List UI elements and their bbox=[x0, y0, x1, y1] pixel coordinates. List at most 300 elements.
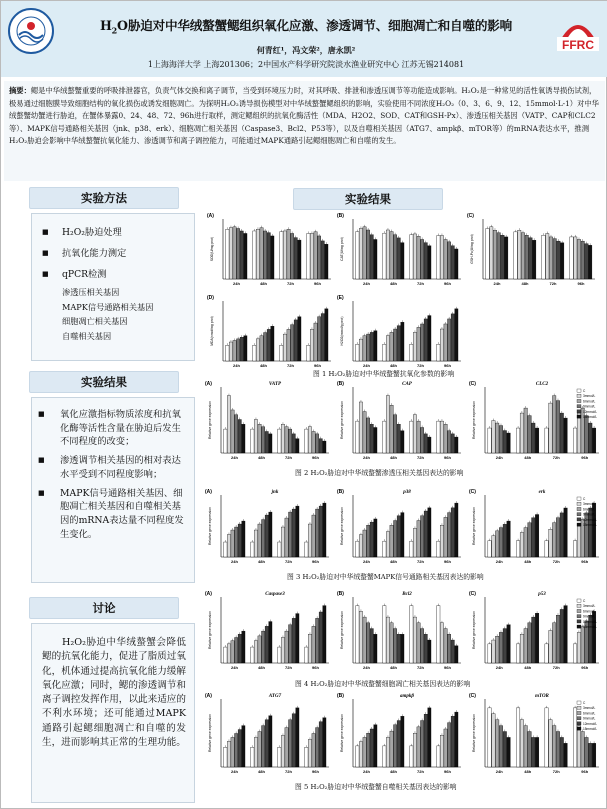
bar bbox=[312, 515, 315, 557]
bar bbox=[532, 423, 535, 453]
bar bbox=[448, 634, 451, 663]
results-item: ■ MAPK信号通路相关基因、细胞凋亡相关基因和自噬相关基因的mRNA表达量不同程度发生变化。 bbox=[38, 487, 188, 542]
panel-label: (D) bbox=[207, 295, 214, 301]
bar bbox=[374, 634, 377, 663]
bar bbox=[428, 640, 431, 663]
bar bbox=[289, 512, 292, 557]
chart-panel bbox=[207, 295, 331, 368]
tick-label: 24h bbox=[231, 559, 238, 564]
legend-entry: 15mmol/L bbox=[583, 415, 597, 419]
bar bbox=[573, 541, 576, 557]
tick-label: 72h bbox=[287, 363, 294, 368]
bar bbox=[278, 747, 281, 767]
bar bbox=[589, 743, 592, 767]
tick-label: 24h bbox=[231, 455, 238, 460]
methods-subitem: 渗透压相关基因 bbox=[62, 287, 120, 297]
tick-label: 96h bbox=[312, 559, 319, 564]
bar bbox=[451, 314, 454, 361]
bar bbox=[492, 640, 495, 663]
panel-label: (A) bbox=[205, 489, 212, 495]
bar bbox=[231, 641, 234, 663]
bar bbox=[258, 424, 261, 453]
panel-label: (A) bbox=[207, 213, 214, 219]
discussion-text: H₂O₂胁迫中华绒螯蟹会降低鳃的抗氧化能力，促进了脂质过氧化，机体通过提高抗氧化能力缓解氧化应激；同时，鳃的渗透调节和离子调控发挥作用，以此来适应的不利水环境；还可能通过MAPK通路引起鳃细胞凋亡和自噬的发生，进而影响其正常的生理功能。 bbox=[42, 637, 186, 749]
bar bbox=[254, 737, 257, 767]
tick-label: 96h bbox=[444, 559, 451, 564]
figure-2-charts bbox=[201, 379, 605, 465]
methods-subitem: MAPK信号通路相关基因 bbox=[62, 301, 154, 312]
bar bbox=[278, 429, 281, 453]
bar bbox=[492, 421, 495, 453]
tick-label: 72h bbox=[552, 559, 560, 564]
bar bbox=[363, 530, 366, 557]
tick-label: 96h bbox=[444, 665, 451, 670]
bar bbox=[413, 733, 416, 767]
bar bbox=[367, 623, 370, 663]
chart-title: ampkβ bbox=[400, 694, 414, 699]
bar bbox=[235, 733, 238, 767]
bar bbox=[370, 424, 373, 453]
bar bbox=[292, 714, 295, 767]
bar bbox=[532, 240, 535, 279]
legend-entry: 9mmol/L bbox=[583, 404, 596, 409]
bar bbox=[363, 412, 366, 453]
chart-panel bbox=[469, 693, 599, 774]
bar bbox=[262, 726, 265, 767]
methods-subitem: 自噬相关基因 bbox=[62, 330, 112, 341]
bar bbox=[560, 609, 563, 663]
bar bbox=[325, 244, 328, 279]
tick-label: 72h bbox=[285, 665, 292, 670]
bar bbox=[574, 237, 577, 279]
figure-3-charts bbox=[201, 487, 605, 569]
figure-4 bbox=[201, 589, 605, 675]
bar bbox=[363, 737, 366, 767]
bar bbox=[495, 636, 498, 663]
results-panel bbox=[31, 397, 195, 583]
bar bbox=[451, 716, 454, 767]
legend-swatch bbox=[577, 389, 581, 392]
bar bbox=[262, 520, 265, 557]
legend-swatch bbox=[577, 625, 581, 628]
bar bbox=[490, 227, 493, 279]
legend-swatch bbox=[577, 722, 581, 725]
bar bbox=[307, 345, 310, 361]
tick-label: 24h bbox=[363, 455, 370, 460]
legend-entry: 15mmol/L bbox=[583, 727, 597, 731]
chart-title: p53 bbox=[538, 592, 546, 597]
bar bbox=[316, 728, 319, 767]
bar bbox=[289, 625, 292, 663]
bar bbox=[307, 233, 310, 279]
bar bbox=[553, 239, 556, 279]
bar bbox=[238, 730, 241, 767]
bar bbox=[417, 421, 420, 453]
tick-label: 48h bbox=[521, 281, 529, 286]
legend-entry: 3mmol/L bbox=[583, 502, 596, 507]
bar bbox=[451, 246, 454, 279]
bar bbox=[386, 532, 389, 557]
bar bbox=[455, 309, 458, 361]
bar bbox=[386, 396, 389, 453]
legend-entry: 12mmol/L bbox=[583, 721, 597, 726]
bar bbox=[417, 327, 420, 361]
bar bbox=[359, 535, 362, 557]
tick-label: 96h bbox=[581, 559, 589, 564]
bar bbox=[521, 233, 524, 279]
bar bbox=[428, 246, 431, 279]
bar bbox=[224, 542, 227, 557]
bar bbox=[589, 423, 592, 453]
tick-label: 72h bbox=[417, 363, 424, 368]
legend-swatch bbox=[577, 415, 581, 418]
bar bbox=[319, 612, 322, 663]
bar bbox=[291, 233, 294, 279]
svg-text:FFRC: FFRC bbox=[562, 38, 594, 52]
tick-label: 24h bbox=[363, 281, 370, 286]
bar bbox=[294, 238, 297, 279]
tick-label: 48h bbox=[524, 455, 532, 460]
bar bbox=[492, 536, 495, 557]
bar bbox=[367, 733, 370, 767]
figure-1-caption: 图 1 H₂O₂胁迫对中华绒螯蟹抗氧化参数的影响 bbox=[313, 370, 455, 378]
bar bbox=[269, 622, 272, 663]
bar bbox=[383, 606, 386, 663]
bar bbox=[390, 623, 393, 663]
bar bbox=[356, 541, 359, 557]
panel-label: (B) bbox=[337, 693, 344, 699]
bar bbox=[233, 227, 236, 279]
tick-label: 96h bbox=[581, 665, 589, 670]
bar bbox=[285, 631, 288, 663]
tick-label: 24h bbox=[363, 769, 370, 774]
bar bbox=[287, 229, 290, 279]
figure-3 bbox=[201, 487, 605, 569]
bar bbox=[251, 747, 254, 767]
bar bbox=[264, 231, 267, 279]
legend-swatch bbox=[577, 410, 581, 413]
chart-panel bbox=[205, 381, 329, 460]
bar bbox=[397, 424, 400, 453]
bar bbox=[260, 228, 263, 279]
tick-label: 48h bbox=[258, 769, 265, 774]
bar bbox=[254, 641, 257, 663]
bar bbox=[424, 319, 427, 361]
bar bbox=[552, 623, 555, 663]
bar bbox=[397, 326, 400, 361]
university-logo-icon bbox=[7, 7, 55, 55]
y-axis-label: Relative gene expression bbox=[472, 610, 476, 650]
chart-panel bbox=[205, 489, 329, 564]
bar bbox=[386, 737, 389, 767]
bar bbox=[359, 611, 362, 663]
bar bbox=[448, 513, 451, 557]
bar bbox=[267, 233, 270, 279]
bar bbox=[251, 542, 254, 557]
bar bbox=[258, 636, 261, 663]
bar bbox=[296, 708, 299, 767]
bar bbox=[367, 418, 370, 453]
bar bbox=[421, 239, 424, 279]
tick-label: 72h bbox=[552, 455, 560, 460]
bar bbox=[444, 324, 447, 361]
bar bbox=[448, 723, 451, 767]
bar bbox=[585, 416, 588, 453]
results-heading-right: 实验结果 bbox=[293, 188, 443, 210]
tick-label: 96h bbox=[444, 769, 451, 774]
discussion-heading: 讨论 bbox=[29, 597, 179, 619]
bar bbox=[238, 524, 241, 557]
tick-label: 48h bbox=[390, 281, 397, 286]
bar bbox=[356, 421, 359, 453]
chart-panel bbox=[207, 213, 331, 286]
bar bbox=[524, 528, 527, 557]
bar bbox=[356, 606, 359, 663]
bar bbox=[262, 427, 265, 453]
bar bbox=[455, 712, 458, 767]
bar bbox=[319, 439, 322, 453]
panel-label: (B) bbox=[337, 381, 344, 387]
bar bbox=[314, 323, 317, 361]
bar bbox=[229, 342, 232, 361]
bar bbox=[281, 637, 284, 663]
bar bbox=[503, 732, 506, 767]
bar bbox=[507, 737, 510, 767]
bar bbox=[226, 229, 229, 279]
y-axis-label: Relative gene expression bbox=[472, 713, 476, 753]
bar bbox=[386, 617, 389, 663]
bar bbox=[294, 320, 297, 361]
bar bbox=[370, 332, 373, 361]
bar bbox=[321, 241, 324, 279]
bar bbox=[285, 427, 288, 453]
tick-label: 96h bbox=[312, 665, 319, 670]
bar bbox=[224, 747, 227, 767]
methods-item: ■ H₂O₂胁迫处理 bbox=[42, 222, 188, 243]
bar bbox=[524, 726, 527, 767]
legend-swatch bbox=[577, 394, 581, 397]
bar bbox=[318, 236, 321, 279]
bar bbox=[319, 506, 322, 557]
bar bbox=[367, 334, 370, 361]
bar bbox=[545, 541, 548, 557]
panel-label: (C) bbox=[467, 213, 474, 219]
bar bbox=[269, 716, 272, 767]
y-axis-label: Relative gene expression bbox=[208, 400, 212, 440]
bar bbox=[251, 429, 254, 453]
bar bbox=[262, 631, 265, 663]
bar bbox=[240, 337, 243, 361]
bar bbox=[390, 405, 393, 453]
bar bbox=[424, 714, 427, 767]
legend-swatch bbox=[577, 609, 581, 612]
bar bbox=[545, 428, 548, 453]
bar bbox=[520, 634, 523, 663]
bar bbox=[242, 726, 245, 767]
tick-label: 96h bbox=[314, 363, 321, 368]
bar bbox=[560, 737, 563, 767]
bar bbox=[383, 344, 386, 361]
bar bbox=[428, 508, 431, 557]
bar bbox=[535, 737, 538, 767]
bar bbox=[413, 528, 416, 557]
bar bbox=[316, 509, 319, 557]
bar bbox=[564, 508, 567, 557]
panel-label: (A) bbox=[205, 381, 212, 387]
bar bbox=[410, 746, 413, 767]
chart-panel bbox=[337, 295, 461, 368]
bar bbox=[235, 637, 238, 663]
tick-label: 96h bbox=[581, 455, 589, 460]
tick-label: 24h bbox=[363, 363, 370, 368]
legend-entry: 9mmol/L bbox=[583, 512, 596, 517]
bar bbox=[386, 336, 389, 361]
bar bbox=[417, 521, 420, 557]
tick-label: 48h bbox=[258, 559, 265, 564]
bar bbox=[401, 716, 404, 767]
bar bbox=[226, 345, 229, 361]
bar bbox=[292, 618, 295, 663]
methods-heading: 实验方法 bbox=[29, 187, 179, 209]
bar bbox=[296, 614, 299, 663]
affiliation: 1上海海洋大学 上海201306；2中国水产科学研究院淡水渔业研究中心 江苏无锡214081 bbox=[147, 60, 465, 69]
bar bbox=[581, 732, 584, 767]
tick-label: 24h bbox=[495, 665, 503, 670]
figure-3-caption: 图 3 H₂O₂胁迫对中华绒螯蟹MAPK信号通路相关基因表达的影响 bbox=[287, 573, 484, 581]
bar bbox=[455, 249, 458, 279]
legend-swatch bbox=[577, 604, 581, 607]
bar bbox=[356, 232, 359, 279]
legend-entry: 15mmol/L bbox=[583, 523, 597, 527]
legend-swatch bbox=[577, 701, 581, 704]
tick-label: 72h bbox=[417, 455, 424, 460]
bar bbox=[321, 314, 324, 361]
bar bbox=[413, 617, 416, 663]
panel-label: (C) bbox=[469, 381, 476, 387]
bar bbox=[240, 231, 243, 279]
bar bbox=[227, 741, 230, 767]
bar bbox=[497, 233, 500, 279]
bar bbox=[421, 324, 424, 361]
methods-item: ■ qPCR检测 bbox=[42, 264, 188, 285]
bar bbox=[383, 421, 386, 453]
bar bbox=[235, 415, 238, 453]
bar bbox=[401, 243, 404, 279]
bar bbox=[581, 241, 584, 279]
bar bbox=[305, 542, 308, 557]
bar bbox=[283, 334, 286, 361]
results-item: ■ 氧化应激指标物质浓度和抗氧化酶等活性含量在胁迫后发生不同程度的改变； bbox=[38, 408, 188, 449]
bar bbox=[359, 742, 362, 767]
figure-4-charts bbox=[201, 589, 605, 675]
bar bbox=[581, 627, 584, 663]
figure-2-caption: 图 2 H₂O₂胁迫对中华绒螯蟹渗透压相关基因表达的影响 bbox=[295, 469, 464, 477]
bar bbox=[298, 240, 301, 279]
bar bbox=[242, 424, 245, 453]
bar bbox=[383, 233, 386, 279]
bar bbox=[383, 746, 386, 767]
bar bbox=[370, 729, 373, 767]
chart-panel bbox=[469, 591, 599, 670]
bar bbox=[556, 732, 559, 767]
bar bbox=[577, 239, 580, 279]
bar bbox=[455, 437, 458, 453]
bar bbox=[532, 737, 535, 767]
legend-swatch bbox=[577, 405, 581, 408]
methods-panel bbox=[31, 213, 195, 361]
bar bbox=[421, 516, 424, 557]
bar bbox=[278, 647, 281, 663]
bar bbox=[363, 617, 366, 663]
bar bbox=[264, 333, 267, 361]
bar bbox=[528, 732, 531, 767]
chart-panel bbox=[337, 213, 461, 286]
legend-entry: 6mmol/L bbox=[583, 609, 596, 614]
bar bbox=[421, 427, 424, 453]
bar bbox=[549, 720, 552, 767]
chart-title: Bcl2 bbox=[402, 592, 412, 597]
tick-label: 24h bbox=[233, 281, 240, 286]
bar bbox=[394, 629, 397, 663]
bar bbox=[549, 630, 552, 663]
y-axis-label: SOD(U/mg prot) bbox=[210, 236, 214, 262]
bar bbox=[488, 708, 491, 767]
chart-panel bbox=[337, 693, 461, 774]
bar bbox=[410, 606, 413, 663]
bar bbox=[238, 420, 241, 453]
y-axis-label: Relative gene expression bbox=[340, 400, 344, 440]
bar bbox=[269, 512, 272, 557]
abstract bbox=[4, 81, 605, 181]
legend-entry: C bbox=[583, 497, 586, 501]
legend-entry: 3mmol/L bbox=[583, 706, 596, 711]
bar bbox=[528, 523, 531, 557]
legend-swatch bbox=[577, 706, 581, 709]
bar bbox=[501, 235, 504, 279]
bar bbox=[549, 237, 552, 279]
bar bbox=[312, 626, 315, 663]
bar bbox=[298, 317, 301, 361]
header bbox=[1, 1, 607, 77]
bar bbox=[488, 541, 491, 557]
chart-panel bbox=[469, 381, 599, 460]
panel-label: (C) bbox=[469, 489, 476, 495]
bar bbox=[417, 236, 420, 279]
bar bbox=[444, 517, 447, 557]
bar bbox=[308, 739, 311, 767]
tick-label: 96h bbox=[444, 455, 451, 460]
bar bbox=[308, 634, 311, 663]
bar bbox=[516, 541, 519, 557]
bar bbox=[437, 236, 440, 279]
bar bbox=[545, 708, 548, 767]
figure-1 bbox=[201, 211, 605, 371]
bar bbox=[256, 229, 259, 279]
bar bbox=[374, 725, 377, 767]
chart-title: ATG7 bbox=[268, 694, 282, 699]
bar bbox=[229, 228, 232, 279]
bar bbox=[451, 640, 454, 663]
results-item: ■ 渗透调节相关基因的相对表达水平受到不同程度影响； bbox=[38, 454, 188, 481]
bar bbox=[448, 431, 451, 453]
bar bbox=[359, 339, 362, 361]
bar bbox=[417, 623, 420, 663]
bar bbox=[319, 722, 322, 767]
bar bbox=[285, 728, 288, 767]
bar bbox=[503, 431, 506, 453]
bar bbox=[359, 402, 362, 453]
bar bbox=[495, 423, 498, 453]
